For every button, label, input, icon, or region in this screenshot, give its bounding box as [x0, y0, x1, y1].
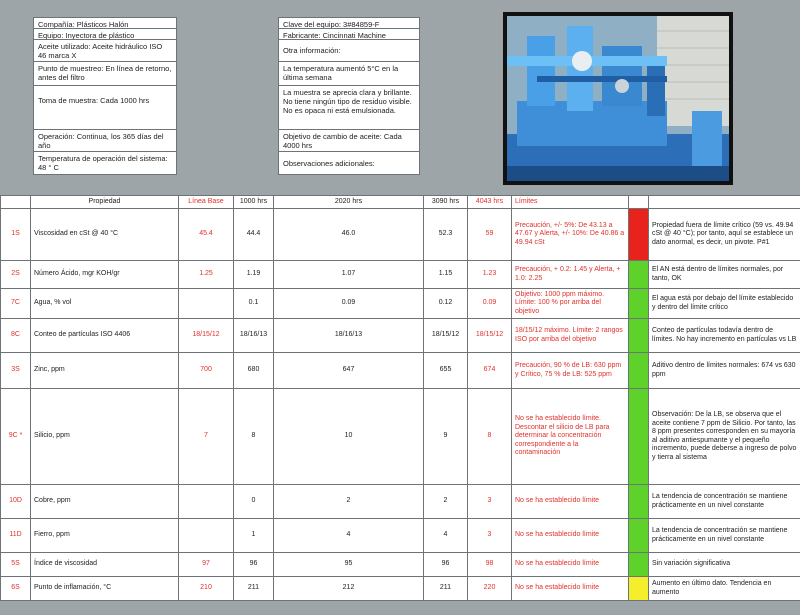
- info-temperature-note: La temperatura aumentó 5°C en la última semana: [279, 62, 419, 86]
- info-oil-change: Objetivo de cambio de aceite: Cada 4000 hrs: [279, 130, 419, 152]
- row-3090hrs: 0.12: [424, 289, 468, 319]
- row-4043hrs: 3: [468, 485, 512, 519]
- row-3090hrs: 1.15: [424, 261, 468, 289]
- row-1000hrs: 680: [234, 353, 274, 389]
- row-3090hrs: 2: [424, 485, 468, 519]
- row-baseline: 7: [179, 389, 234, 485]
- row-baseline: 210: [179, 577, 234, 601]
- info-sampling-point: Punto de muestreo: En línea de retorno, antes del filtro: [34, 62, 176, 86]
- row-2020hrs: 18/16/13: [274, 319, 424, 353]
- row-code: 7C: [1, 289, 31, 319]
- row-property: Punto de inflamación, °C: [31, 577, 179, 601]
- table-row: [1, 319, 800, 353]
- row-baseline: [179, 289, 234, 319]
- row-code: 6S: [1, 577, 31, 601]
- info-other: Otra información:: [279, 40, 419, 62]
- row-observation: Observación: De la LB, se observa que el aceite contiene 7 ppm de Silicio. Por tanto, las 8 ppm presentes corresponden en su mayoría al aditivo antiespumante y el pequeño incremento, puede deberse a ingreso de polvo y tierra al sistema: [649, 389, 800, 485]
- table-row: [1, 289, 800, 319]
- row-1000hrs: 0.1: [234, 289, 274, 319]
- row-status-indicator: [629, 353, 649, 389]
- table-row: [1, 209, 800, 261]
- row-baseline: 1.25: [179, 261, 234, 289]
- row-property: Silicio, ppm: [31, 389, 179, 485]
- row-code: 2S: [1, 261, 31, 289]
- row-property: Zinc, ppm: [31, 353, 179, 389]
- row-code: 3S: [1, 353, 31, 389]
- row-status-indicator: [629, 319, 649, 353]
- equipment-info-box: [33, 17, 177, 175]
- row-property: Índice de viscosidad: [31, 553, 179, 577]
- row-baseline: 97: [179, 553, 234, 577]
- row-limit: No se ha establecido límite: [512, 577, 629, 601]
- row-2020hrs: 1.07: [274, 261, 424, 289]
- info-sample-frequency: Toma de muestra: Cada 1000 hrs: [34, 86, 176, 130]
- row-limit: 18/15/12 máximo. Límite: 2 rangos ISO por arriba del objetivo: [512, 319, 629, 353]
- row-limit: Precaución, +/- 5%: De 43.13 a 47.67 y Alerta, +/- 10%: De 40.86 a 49.94 cSt: [512, 209, 629, 261]
- header-limits: Límites: [512, 196, 629, 209]
- row-observation: El agua está por debajo del límite establecido y dentro del límite crítico: [649, 289, 800, 319]
- row-4043hrs: 220: [468, 577, 512, 601]
- table-row: [1, 485, 800, 519]
- table-row: [1, 389, 800, 485]
- row-2020hrs: 2: [274, 485, 424, 519]
- row-1000hrs: 0: [234, 485, 274, 519]
- machine-photo: [503, 12, 733, 185]
- row-property: Cobre, ppm: [31, 485, 179, 519]
- row-4043hrs: 674: [468, 353, 512, 389]
- row-2020hrs: 212: [274, 577, 424, 601]
- row-2020hrs: 647: [274, 353, 424, 389]
- header-3090hrs: 3090 hrs: [424, 196, 468, 209]
- hydraulic-machine-image: [507, 16, 729, 181]
- row-property: Fierro, ppm: [31, 519, 179, 553]
- row-status-indicator: [629, 485, 649, 519]
- oil-analysis-table: [0, 195, 800, 601]
- row-observation: La tendencia de concentración se mantiene prácticamente en un nivel constante: [649, 519, 800, 553]
- row-baseline: 700: [179, 353, 234, 389]
- info-equipment-key: Clave del equipo: 3#84859-F: [279, 18, 419, 29]
- row-4043hrs: 18/15/12: [468, 319, 512, 353]
- equipment-notes-box: [278, 17, 420, 175]
- row-3090hrs: 18/15/12: [424, 319, 468, 353]
- row-4043hrs: 0.09: [468, 289, 512, 319]
- header-1000hrs: 1000 hrs: [234, 196, 274, 209]
- row-2020hrs: 10: [274, 389, 424, 485]
- row-code: 5S: [1, 553, 31, 577]
- row-3090hrs: 52.3: [424, 209, 468, 261]
- row-observation: Conteo de partículas todavía dentro de límites. No hay incremento en partículas vs LB: [649, 319, 800, 353]
- header-property: Propiedad: [31, 196, 179, 209]
- row-2020hrs: 46.0: [274, 209, 424, 261]
- row-limit: No se ha establecido límite: [512, 519, 629, 553]
- row-observation: Sin variación significativa: [649, 553, 800, 577]
- header-observations: [649, 196, 800, 209]
- row-4043hrs: 98: [468, 553, 512, 577]
- row-limit: No se ha establecido límite: [512, 553, 629, 577]
- row-3090hrs: 4: [424, 519, 468, 553]
- info-company: Compañía: Plásticos Halón: [34, 18, 176, 29]
- row-limit: Precaución, + 0.2: 1.45 y Alerta, + 1.0: 2.25: [512, 261, 629, 289]
- row-2020hrs: 0.09: [274, 289, 424, 319]
- row-3090hrs: 9: [424, 389, 468, 485]
- row-1000hrs: 1: [234, 519, 274, 553]
- row-observation: La tendencia de concentración se mantiene prácticamente en un nivel constante: [649, 485, 800, 519]
- row-observation: Propiedad fuera de límite crítico (59 vs. 49.94 cSt @ 40 °C); por tanto, aquí se establece un dato anormal, es decir, un pivote. P#1: [649, 209, 800, 261]
- row-observation: Aumento en último dato. Tendencia en aumento: [649, 577, 800, 601]
- info-sample-appearance: La muestra se aprecia clara y brillante. No tiene ningún tipo de residuo visible. No es opaca ni está emulsionada.: [279, 86, 419, 130]
- row-limit: No se ha establecido límite. Descontar el silicio de LB para determinar la concentración correspondiente a la contaminación: [512, 389, 629, 485]
- row-baseline: 45.4: [179, 209, 234, 261]
- row-status-indicator: [629, 519, 649, 553]
- info-oil: Aceite utilizado: Aceite hidráulico ISO 46 marca X: [34, 40, 176, 62]
- row-limit: No se ha establecido límite: [512, 485, 629, 519]
- header-4043hrs: 4043 hrs: [468, 196, 512, 209]
- row-property: Agua, % vol: [31, 289, 179, 319]
- row-3090hrs: 96: [424, 553, 468, 577]
- row-status-indicator: [629, 577, 649, 601]
- row-2020hrs: 95: [274, 553, 424, 577]
- row-4043hrs: 59: [468, 209, 512, 261]
- header-status: [629, 196, 649, 209]
- row-baseline: [179, 519, 234, 553]
- row-property: Número Ácido, mgr KOH/gr: [31, 261, 179, 289]
- row-3090hrs: 655: [424, 353, 468, 389]
- row-status-indicator: [629, 389, 649, 485]
- header-2020hrs: 2020 hrs: [274, 196, 424, 209]
- row-1000hrs: 8: [234, 389, 274, 485]
- info-additional-notes: Observaciones adicionales:: [283, 159, 375, 168]
- row-property: Conteo de partículas ISO 4406: [31, 319, 179, 353]
- row-baseline: 18/15/12: [179, 319, 234, 353]
- row-code: 1S: [1, 209, 31, 261]
- row-status-indicator: [629, 289, 649, 319]
- row-observation: El AN está dentro de límites normales, por tanto, OK: [649, 261, 800, 289]
- row-4043hrs: 3: [468, 519, 512, 553]
- info-equipment: Equipo: Inyectora de plástico: [34, 29, 176, 40]
- header-baseline: Línea Base: [179, 196, 234, 209]
- row-1000hrs: 44.4: [234, 209, 274, 261]
- row-1000hrs: 1.19: [234, 261, 274, 289]
- row-1000hrs: 211: [234, 577, 274, 601]
- row-code: 10D: [1, 485, 31, 519]
- header-code: [1, 196, 31, 209]
- row-limit: Objetivo: 1000 ppm máximo. Límite: 100 % por arriba del objetivo: [512, 289, 629, 319]
- table-row: [1, 261, 800, 289]
- table-row: [1, 353, 800, 389]
- info-temperature: Temperatura de operación del sistema: 48 ° C: [38, 154, 168, 172]
- table-row: [1, 577, 800, 601]
- row-status-indicator: [629, 209, 649, 261]
- row-1000hrs: 18/16/13: [234, 319, 274, 353]
- row-property: Viscosidad en cSt @ 40 °C: [31, 209, 179, 261]
- row-observation: Aditivo dentro de límites normales: 674 vs 630 ppm: [649, 353, 800, 389]
- table-row: [1, 519, 800, 553]
- row-4043hrs: 1.23: [468, 261, 512, 289]
- row-3090hrs: 211: [424, 577, 468, 601]
- row-status-indicator: [629, 553, 649, 577]
- row-baseline: [179, 485, 234, 519]
- row-limit: Precaución, 90 % de LB: 630 ppm y Crítico, 75 % de LB: 525 ppm: [512, 353, 629, 389]
- row-code: 9C *: [1, 389, 31, 485]
- row-code: 11D: [1, 519, 31, 553]
- row-2020hrs: 4: [274, 519, 424, 553]
- table-row: [1, 553, 800, 577]
- row-status-indicator: [629, 261, 649, 289]
- info-operation: Operación: Continua, los 365 días del año: [34, 130, 176, 152]
- info-manufacturer: Fabricante: Cincinnati Machine: [279, 29, 419, 40]
- row-1000hrs: 96: [234, 553, 274, 577]
- row-4043hrs: 8: [468, 389, 512, 485]
- table-header-row: [1, 196, 800, 209]
- row-code: 8C: [1, 319, 31, 353]
